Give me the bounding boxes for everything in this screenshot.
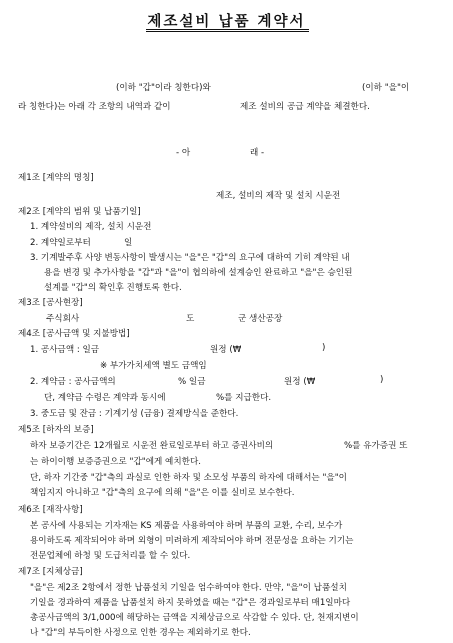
article-1-body: 제조, 설비의 제작 및 설치 시운전 xyxy=(216,191,341,201)
article-6-line2: 용이하도록 제작되어야 하며 외형이 미려하게 제작되어야 하며 전문성을 요하는 기기는 xyxy=(30,536,354,546)
article-7-title: 제7조 [지체상금] xyxy=(18,567,83,577)
article-5-line3: 단, 하자 기간중 "갑"측의 과실로 인한 하자 및 소모성 부품의 하자에 대해서는 "을"이 xyxy=(30,473,347,483)
article-4-item-2-a: 2. 계약금 : 공사금액의 xyxy=(30,377,116,387)
article-6-title: 제6조 [재작사항] xyxy=(18,505,83,515)
article-4-item-2-close: ) xyxy=(380,375,384,385)
article-7-line2: 기일을 경과하여 제품을 납품설치 하지 못하였을 때는 "갑"은 경과일로부터 매1일마다 xyxy=(30,598,351,608)
preamble-line1-b: (이하 "을"이 xyxy=(362,83,410,93)
article-5-line1-b: %를 유가증권 또 xyxy=(344,441,408,451)
article-4-item-2-line2-a: 단, 계약금 수령은 계약과 동시에 xyxy=(44,393,166,403)
article-2-item-3-line1: 3. 기계발주후 사양 변동사항이 발생시는 "을"은 "갑"의 요구에 대하여 기히 계약된 내 xyxy=(30,253,350,263)
article-5-title: 제5조 [하자의 보증] xyxy=(18,425,94,435)
article-6-line3: 전문업체에 하청 및 도급처리를 할 수 있다. xyxy=(30,551,191,561)
article-4-title: 제4조 [공사금액 및 지불방법] xyxy=(18,329,130,339)
article-7-line3: 총공사금액의 3/1,000에 해당하는 금액을 지체상금으로 삭감할 수 있다. 단, 천재지변이 xyxy=(30,613,359,623)
article-4-item-1-close: ) xyxy=(322,343,326,353)
article-2-item-2-unit: 일 xyxy=(124,238,133,248)
article-6-line1: 본 공사에 사용되는 기자재는 KS 제품을 사용하여야 하며 부품의 교환, 수리, 보수가 xyxy=(30,521,343,531)
heading-left: - 아 xyxy=(176,148,191,158)
article-4-item-2-line2-b: %를 지급한다. xyxy=(216,393,272,403)
article-5-line4: 책임지지 아니하고 "갑"측의 요구에 의해 "을"은 이를 실비로 보수한다. xyxy=(30,488,295,498)
article-4-item-1: 1. 공사금액 : 일금 xyxy=(30,345,100,355)
document-title: 제조설비 납품 계약서 xyxy=(147,14,306,30)
preamble-line2-b: 제조 설비의 공급 계약을 체결한다. xyxy=(240,102,370,112)
article-2-title: 제2조 [계약의 범위 및 납품기일] xyxy=(18,207,141,217)
article-1-title: 제1조 [계약의 명칭] xyxy=(18,173,94,183)
article-2-item-3-line2: 용을 변경 및 추가사항을 "갑"과 "을"이 협의하에 설계승인 완료하고 "을"은 승인된 xyxy=(44,268,353,278)
article-4-item-2-b: % 일금 xyxy=(178,377,206,387)
article-3-do: 도 xyxy=(186,314,195,324)
article-4-item-2-c: 원정 (₩ xyxy=(284,377,316,387)
article-3-title: 제3조 [공사현장] xyxy=(18,298,83,308)
article-5-line1-a: 하자 보증기간은 12개월로 시운전 완료일로부터 하고 증권사비의 xyxy=(30,441,274,451)
article-3-gun: 군 생산공장 xyxy=(238,314,283,324)
article-4-vat-note: ※ 부가가치세액 별도 금액임 xyxy=(100,361,207,371)
article-3-company: 주식회사 xyxy=(46,314,80,324)
title-underline xyxy=(146,29,309,32)
article-2-item-3-line3: 설계를 "갑"의 확인후 진행토록 한다. xyxy=(44,283,182,293)
preamble-line2-a: 라 칭한다)는 아래 각 조항의 내역과 같이 xyxy=(18,102,171,112)
article-4-item-1-won: 원정 (₩ xyxy=(210,345,242,355)
heading-right: 래 - xyxy=(250,148,265,158)
article-7-line1: "을"은 제2조 2항에서 정한 납품설치 기일을 엄수하여야 한다. 만약, "을"이 납품설치 xyxy=(30,583,347,593)
article-4-item-3: 3. 중도금 및 잔금 : 기계기성 (금융) 결제방식을 준한다. xyxy=(30,409,239,419)
article-7-line4: 나 "갑"의 부득이한 사정으로 인한 경우는 제외하기로 한다. xyxy=(30,628,251,638)
article-2-item-1: 1. 계약설비의 제작, 설치 시운전 xyxy=(30,222,152,232)
article-5-line2: 는 하이이행 보증증권으로 "갑"에게 예치한다. xyxy=(30,457,201,467)
preamble-line1-a: (이하 "갑"이라 칭한다)와 xyxy=(116,83,211,93)
article-2-item-2: 2. 계약일로부터 xyxy=(30,238,91,248)
